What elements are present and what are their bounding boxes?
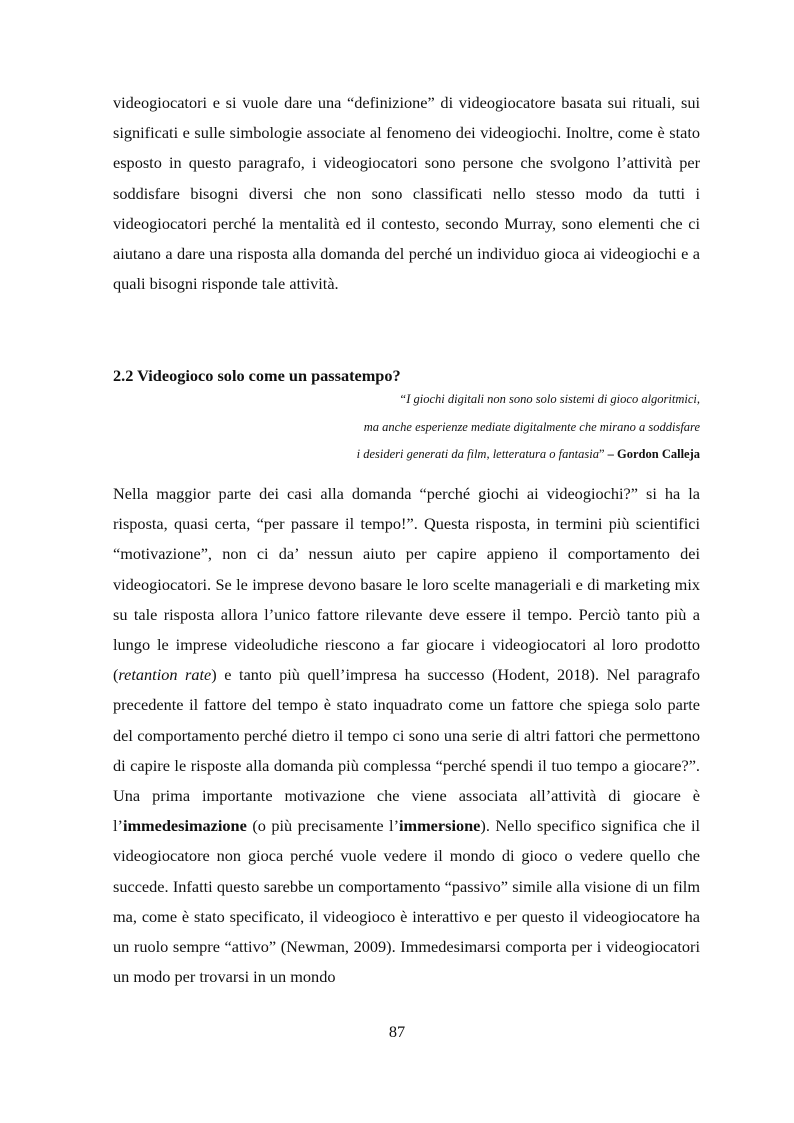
epigraph-line-3 <box>113 441 700 469</box>
epigraph-line-1: “I giochi digitali non sono solo sistemi di gioco algoritmici, <box>399 392 700 407</box>
paragraph-main-seg-4: ). Nello specifico significa che il videogiocatore non gioca perché vuole vedere il mondo di gioco o vedere quello che succede. Infatti questo sarebbe un comportamento “passivo” simile alla visione di un film ma, come è stato specificato, il videogioco è interattivo e per questo il videogiocatore ha un ruolo sempre “attivo” (Newman, 2009). Immedesimarsi comporta per i videogiocatori un modo per trovarsi in un mondo <box>113 816 700 987</box>
epigraph-line-2: ma anche esperienze mediate digitalmente che mirano a soddisfare <box>363 419 700 434</box>
paragraph-main-seg-1: Nella maggior parte dei casi alla domanda “perché giochi ai videogiochi?” si ha la risposta, quasi certa, “per passare il tempo!”. Questa risposta, in termini più scientifici “motivazione”, non ci da’ nessun aiuto per capire appieno il comportamento dei videogiocatori. Se le imprese devono basare le loro scelte manageriali e di marketing mix su tale risposta allora l’unico fattore rilevante deve essere il tempo. Perciò tanto più a lungo le imprese videoludiche riescono a far giocare i videogiocatori al loro prodotto ( <box>113 483 700 685</box>
paragraph-main-seg-2: ) e tanto più quell’impresa ha successo (Hodent, 2018). Nel paragrafo precedente il fattore del tempo è stato inquadrato come un fattore che spiega solo parte del comportamento perché dietro il tempo ci sono una serie di altri fattori che permettono di capire le risposte alla domanda più complessa “perché spendi il tuo tempo a giocare?”. Una prima importante motivazione che viene associata all’attività di giocare è l’ <box>113 665 700 836</box>
section-heading: 2.2 Videogioco solo come un passatempo? <box>113 366 401 386</box>
page-number: 87 <box>388 1022 406 1041</box>
paragraph-intro: videogiocatori e si vuole dare una “definizione” di videogiocatore basata sui rituali, sui significati e sulle simbologie associate al fenomeno dei videogiochi. Inoltre, come è stato esposto in questo paragrafo, i videogiocatori sono persone che svolgono l’attività per soddisfare bisogni diversi che non sono classificati nello stesso modo da tutti i videogiocatori perché la mentalità ed il contesto, secondo Murray, sono elementi che ci aiutano a dare una risposta alla domanda del perché un individuo gioca ai videogiochi e a quali bisogni risponde tale attività. <box>113 93 700 294</box>
term-immedesimazione: immedesimazione <box>122 816 247 836</box>
paragraph-main-seg-3: (o più precisamente l’ <box>246 816 400 836</box>
epigraph-author: – Gordon Calleja <box>604 447 700 462</box>
term-immersione: immersione <box>399 816 481 836</box>
epigraph <box>113 386 700 469</box>
epigraph-close-quote: ” <box>598 447 605 462</box>
page-body <box>113 88 700 992</box>
epigraph-line-3-text: i desideri generati da film, letteratura o fantasia <box>356 447 599 462</box>
term-retention-rate: retantion rate <box>118 665 212 685</box>
paragraph-main <box>113 479 700 992</box>
